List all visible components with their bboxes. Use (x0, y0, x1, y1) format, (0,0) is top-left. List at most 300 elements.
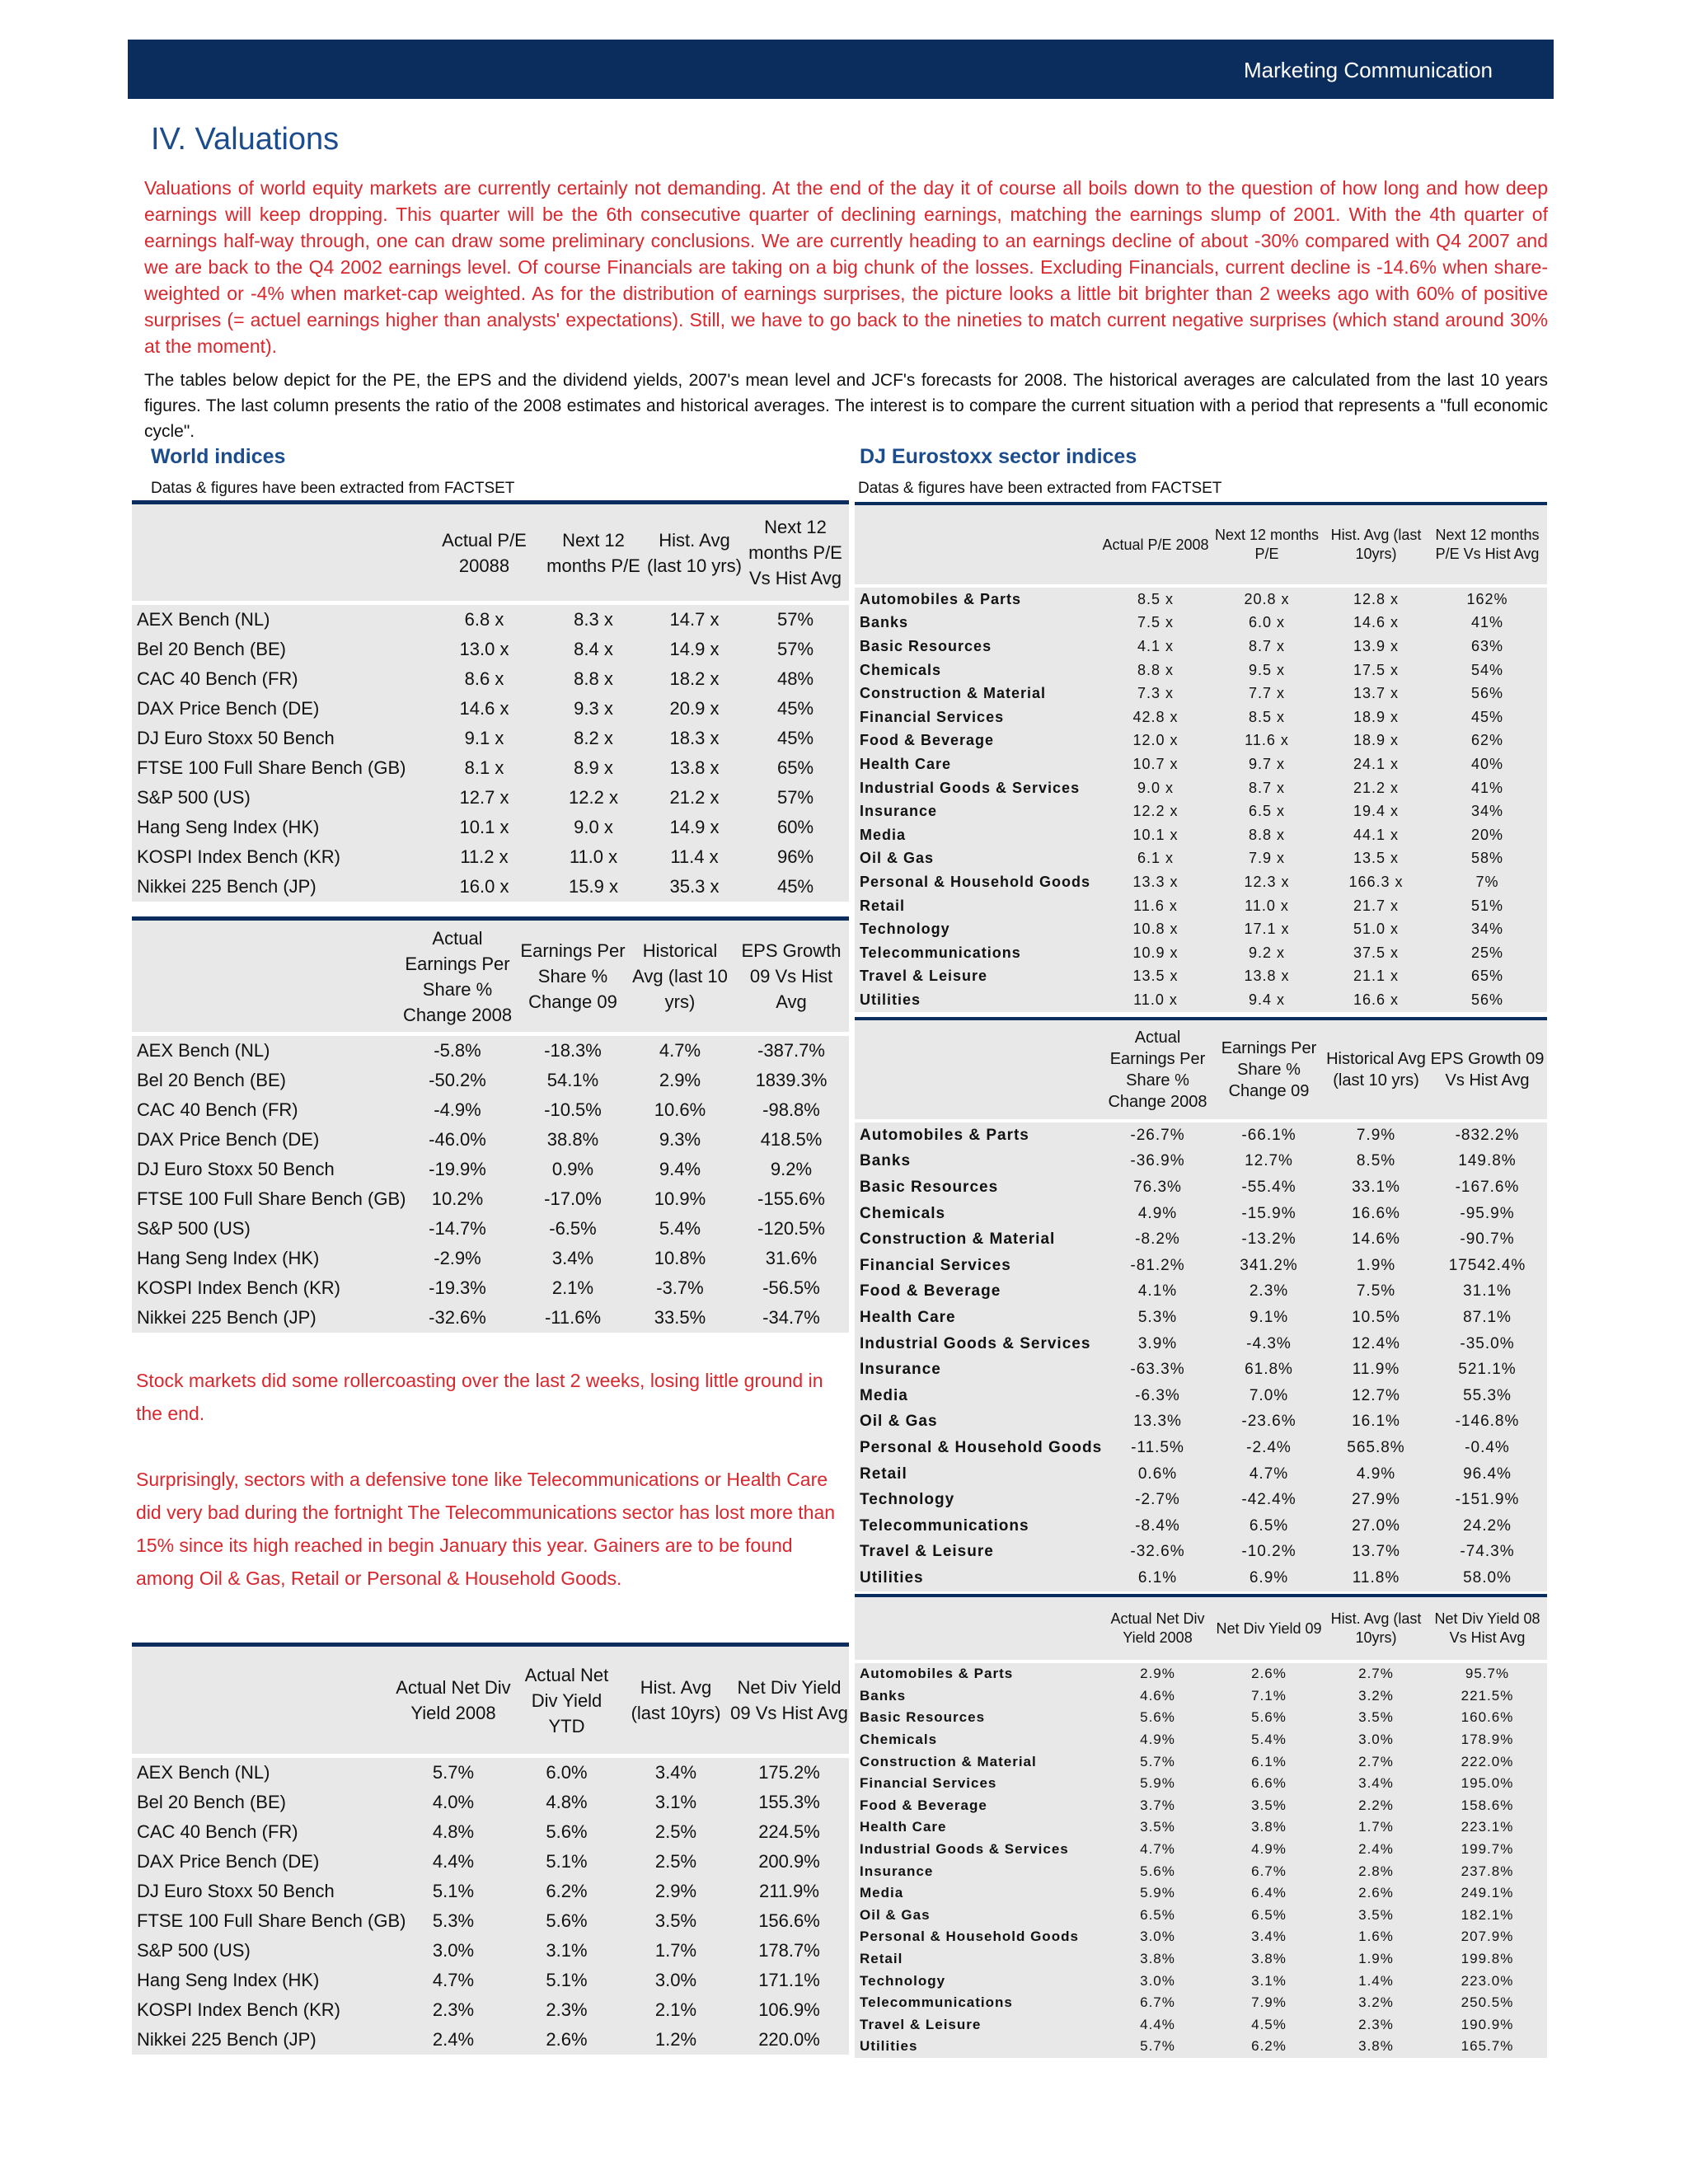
row-label: Chemicals (860, 1204, 946, 1222)
cell-value: 16.0 x (459, 876, 509, 897)
cell-value: 3.7% (1140, 1797, 1175, 1813)
row-label: Nikkei 225 Bench (JP) (137, 2029, 316, 2050)
table-row (132, 635, 849, 664)
cell-value: 11.0 x (569, 846, 618, 867)
cell-value: 5.7% (432, 1762, 475, 1783)
cell-value: 5.6% (1251, 1709, 1287, 1726)
cell-value: 9.2 x (1248, 944, 1286, 961)
cell-value: 45% (776, 876, 814, 897)
cell-value: 1.9% (1358, 1951, 1394, 1967)
cell-value: 40% (1470, 755, 1504, 772)
table-row (132, 664, 849, 694)
row-label: Basic Resources (860, 1178, 999, 1196)
row-label: Utilities (860, 1568, 924, 1586)
table-row (855, 1970, 1547, 1992)
cell-value: 4.1 x (1137, 637, 1175, 654)
cell-value: 175.2% (758, 1762, 820, 1783)
cell-value: -0.4% (1465, 1438, 1510, 1456)
cell-value: 41% (1470, 614, 1504, 631)
cell-value: 8.7 x (1248, 779, 1286, 796)
cell-value: 6.7% (1251, 1863, 1287, 1879)
row-label: Hang Seng Index (HK) (137, 817, 320, 837)
cell-value: 0.9% (551, 1159, 594, 1179)
cell-value: 24.2% (1463, 1516, 1512, 1535)
cell-value: 8.1 x (464, 757, 504, 778)
row-label: Automobiles & Parts (860, 590, 1022, 607)
cell-value: 57% (776, 787, 814, 808)
table-row (855, 1305, 1547, 1331)
cell-value: 1.7% (1358, 1819, 1394, 1835)
row-label: Insurance (860, 1863, 934, 1879)
row-label: S&P 500 (US) (137, 787, 251, 808)
table-row (855, 1201, 1547, 1227)
cell-value: 9.4% (659, 1159, 701, 1179)
cell-value: 14.6 x (459, 698, 509, 719)
cell-value: 178.7% (758, 1940, 820, 1961)
cell-value: 6.5% (1251, 1906, 1287, 1923)
cell-value: 3.2% (1358, 1994, 1394, 2011)
column-header: Actual Net Div Yield 2008 (396, 1677, 511, 1723)
cell-value: 6.7% (1140, 1994, 1175, 2011)
cell-value: 2.9% (659, 1070, 701, 1090)
cell-value: 2.7% (1358, 1753, 1394, 1769)
cell-value: 2.5% (654, 1851, 697, 1872)
cell-value: 7.3 x (1137, 685, 1175, 702)
cell-value: 521.1% (1458, 1361, 1517, 1379)
row-label: Chemicals (860, 661, 942, 678)
cell-value: 63% (1470, 637, 1504, 654)
row-label: Hang Seng Index (HK) (137, 1970, 320, 1990)
cell-value: -10.5% (544, 1099, 602, 1120)
cell-value: 58.0% (1463, 1568, 1512, 1586)
row-label: CAC 40 Bench (FR) (137, 668, 298, 689)
table-row (855, 776, 1547, 800)
world-div-table (132, 1643, 849, 2055)
cell-value: 14.6 x (1353, 614, 1400, 631)
cell-value: 6.0 x (1248, 614, 1286, 631)
header-blank-cell (855, 1596, 1102, 1661)
row-label: Oil & Gas (860, 850, 935, 867)
cell-value: 3.8% (1140, 1951, 1175, 1967)
cell-value: 48% (776, 668, 814, 689)
table-row (132, 1184, 849, 1214)
cell-value: -8.2% (1135, 1230, 1180, 1249)
world-source-note: Datas & figures have been extracted from FACTSET (151, 480, 515, 497)
cell-value: -832.2% (1455, 1126, 1520, 1144)
cell-value: 171.1% (758, 1970, 820, 1990)
cell-value: 16.1% (1352, 1413, 1400, 1431)
table-row (132, 1125, 849, 1155)
table-row (855, 1882, 1547, 1905)
cell-value: 3.0% (654, 1970, 697, 1990)
cell-value: 3.4% (654, 1762, 697, 1783)
table-row (132, 1273, 849, 1303)
cell-value: 12.2 x (1132, 803, 1179, 820)
cell-value: 33.1% (1352, 1178, 1400, 1196)
cell-value: -11.5% (1131, 1438, 1184, 1456)
cell-value: 11.6 x (1245, 732, 1289, 749)
cell-value: -34.7% (762, 1307, 820, 1328)
column-header: Next 12 months P/E (546, 529, 640, 576)
table-row (855, 1149, 1547, 1175)
row-label: KOSPI Index Bench (KR) (137, 846, 340, 867)
cell-value: 87.1% (1463, 1308, 1512, 1326)
table-row (855, 1685, 1547, 1708)
column-header: EPS Growth 09 Vs Hist Avg (741, 940, 842, 1012)
cell-value: 12.3 x (1244, 873, 1290, 890)
cell-value: -18.3% (544, 1040, 602, 1061)
cell-value: 9.1% (1249, 1308, 1289, 1326)
cell-value: 4.7% (1140, 1841, 1175, 1858)
table-row (855, 729, 1547, 753)
cell-value: 223.1% (1461, 1819, 1514, 1835)
cell-value: 2.4% (1358, 1841, 1394, 1858)
cell-value: 10.7 x (1132, 755, 1179, 772)
table-row (855, 870, 1547, 894)
cell-value: 8.8 x (1137, 661, 1175, 678)
cell-value: 12.7% (1245, 1152, 1293, 1170)
cell-value: 224.5% (758, 1821, 820, 1842)
table-row (855, 1905, 1547, 1927)
cell-value: 45% (1470, 708, 1504, 725)
sector-eps-table (855, 1017, 1547, 1591)
table-row (855, 1279, 1547, 1305)
cell-value: 62% (1470, 732, 1504, 749)
cell-value: 11.4 x (670, 846, 719, 867)
cell-value: 3.5% (1140, 1819, 1175, 1835)
cell-value: 10.5% (1352, 1308, 1400, 1326)
row-label: Financial Services (860, 708, 1005, 725)
row-label: Financial Services (860, 1775, 997, 1792)
row-label: Nikkei 225 Bench (JP) (137, 1307, 316, 1328)
cell-value: 211.9% (759, 1881, 819, 1901)
table-row (855, 847, 1547, 871)
cell-value: -14.7% (429, 1218, 486, 1239)
table-row (855, 2014, 1547, 2036)
cell-value: 10.1 x (459, 817, 509, 837)
cell-value: -2.9% (434, 1248, 481, 1268)
cell-value: -2.4% (1246, 1438, 1292, 1456)
market-commentary (136, 1364, 837, 1628)
cell-value: 4.7% (432, 1970, 475, 1990)
table-row (855, 1540, 1547, 1566)
cell-value: 12.7 x (459, 787, 509, 808)
row-label: Industrial Goods & Services (860, 1841, 1069, 1858)
row-label: Hang Seng Index (HK) (137, 1248, 320, 1268)
cell-value: 13.3% (1133, 1413, 1182, 1431)
cell-value: 51.0 x (1353, 921, 1400, 938)
world-indices-title: World indices (151, 445, 286, 468)
cell-value: 2.6% (1251, 1666, 1287, 1682)
row-label: Oil & Gas (860, 1413, 938, 1431)
row-label: FTSE 100 Full Share Bench (GB) (137, 1188, 406, 1209)
cell-value: 34% (1470, 921, 1504, 938)
table-row (855, 1409, 1547, 1436)
world-eps-table (132, 916, 849, 1333)
table-row (855, 1461, 1547, 1488)
cell-value: 55.3% (1463, 1386, 1512, 1404)
column-header: Actual Earnings Per Share % Change 2008 (1108, 1029, 1207, 1111)
cell-value: -5.8% (434, 1040, 481, 1061)
row-label: Banks (860, 614, 909, 631)
cell-value: 14.6% (1352, 1230, 1400, 1249)
table-row (855, 682, 1547, 705)
table-row (855, 586, 1547, 612)
cell-value: 5.6% (1140, 1863, 1175, 1879)
cell-value: 5.3% (1137, 1308, 1178, 1326)
cell-value: 31.1% (1463, 1282, 1512, 1301)
table-row (132, 1303, 849, 1333)
table-row (132, 753, 849, 783)
intro-paragraph: The tables below depict for the PE, the EPS and the dividend yields, 2007's mean level and JCF's forecasts for 2008. The historical averages are calculated from the last 10 years figures. The last column presents the ratio of the 2008 estimates and historical averages. The interest is to compare the current situation with a period that represents a "full economic cycle". (144, 371, 1548, 441)
row-label: Travel & Leisure (860, 968, 988, 985)
table-row (132, 1906, 849, 1936)
column-header: Actual Net Div Yield 2008 (1110, 1610, 1205, 1646)
header-banner (128, 40, 1554, 99)
cell-value: 6.1% (1251, 1753, 1287, 1769)
cell-value: 16.6% (1352, 1204, 1400, 1222)
cell-value: -42.4% (1241, 1491, 1296, 1509)
cell-value: 2.1% (551, 1277, 594, 1298)
cell-value: 8.5 x (1248, 708, 1286, 725)
cell-value: -46.0% (429, 1129, 486, 1150)
column-header: Earnings Per Share % Change 09 (1221, 1039, 1317, 1100)
table-row (855, 1226, 1547, 1253)
table-row (855, 1661, 1547, 1685)
table-row (855, 1948, 1547, 1971)
cell-value: 95.7% (1465, 1666, 1510, 1682)
cell-value: -19.9% (429, 1159, 486, 1179)
row-label: Bel 20 Bench (BE) (137, 1070, 286, 1090)
cell-value: 6.2% (1251, 2038, 1287, 2055)
cell-value: 2.8% (1358, 1863, 1394, 1879)
cell-value: 37.5 x (1353, 944, 1400, 961)
cell-value: 3.1% (1251, 1972, 1287, 1989)
row-label: Media (860, 1386, 908, 1404)
column-header: EPS Growth 09 Vs Hist Avg (1430, 1050, 1545, 1090)
cell-value: -35.0% (1460, 1334, 1515, 1352)
table-row (855, 1357, 1547, 1383)
row-label: Health Care (860, 755, 952, 772)
cell-value: 35.3 x (669, 876, 720, 897)
cell-value: 76.3% (1133, 1178, 1182, 1196)
column-header: Actual Net Div Yield YTD (524, 1664, 609, 1736)
header-blank-cell (132, 503, 429, 603)
cell-value: 1.2% (654, 2029, 697, 2050)
table-row (855, 1707, 1547, 1729)
cell-value: 13.0 x (459, 639, 509, 659)
cell-value: 11.8% (1352, 1568, 1400, 1586)
row-label: Utilities (860, 991, 921, 1008)
cell-value: 5.4% (659, 1218, 701, 1239)
cell-value: 2.3% (1358, 2016, 1394, 2032)
cell-value: 9.4 x (1248, 991, 1286, 1008)
cell-value: 5.3% (432, 1910, 475, 1931)
row-label: Health Care (860, 1308, 956, 1326)
cell-value: 6.9% (1249, 1568, 1289, 1586)
cell-value: 418.5% (760, 1129, 823, 1150)
sector-div-table (855, 1594, 1547, 2058)
row-label: Automobiles & Parts (860, 1666, 1014, 1682)
cell-value: 160.6% (1461, 1709, 1514, 1726)
table-row (855, 917, 1547, 941)
cell-value: 21.2 x (1353, 779, 1400, 796)
table-row (855, 1992, 1547, 2014)
cell-value: 7.9% (1251, 1994, 1287, 2011)
row-label: Oil & Gas (860, 1906, 931, 1923)
cell-value: 4.0% (432, 1792, 475, 1812)
column-header: Earnings Per Share % Change 09 (520, 940, 626, 1012)
cell-value: 27.0% (1352, 1516, 1400, 1535)
table-row (132, 1214, 849, 1244)
header-blank-cell (855, 1019, 1102, 1121)
column-header: Next 12 months P/E Vs Hist Avg (748, 517, 842, 588)
cell-value: 9.3% (659, 1129, 701, 1150)
table-row (132, 694, 849, 724)
cell-value: 165.7% (1461, 2038, 1514, 2055)
cell-value: 8.3 x (574, 609, 613, 630)
cell-value: -120.5% (757, 1218, 825, 1239)
cell-value: 56% (1470, 685, 1504, 702)
table-row (132, 1756, 849, 1788)
table-row (855, 1383, 1547, 1409)
cell-value: 11.9% (1352, 1361, 1400, 1379)
cell-value: 3.8% (1251, 1819, 1287, 1835)
row-label: AEX Bench (NL) (137, 1762, 270, 1783)
cell-value: 2.1% (654, 1999, 697, 2020)
column-header: Next 12 months P/E Vs Hist Avg (1435, 527, 1540, 562)
cell-value: 223.0% (1461, 1972, 1514, 1989)
table-row (855, 1816, 1547, 1839)
cell-value: -11.6% (544, 1307, 602, 1328)
row-label: Bel 20 Bench (BE) (137, 639, 286, 659)
cell-value: 182.1% (1461, 1906, 1514, 1923)
header-label: Marketing Communication (1243, 58, 1493, 82)
cell-value: 4.8% (432, 1821, 475, 1842)
cell-value: 6.8 x (464, 609, 504, 630)
cell-value: 4.1% (1137, 1282, 1178, 1301)
column-header: Actual Earnings Per Share % Change 2008 (402, 927, 513, 1025)
cell-value: -26.7% (1130, 1126, 1185, 1144)
row-label: Industrial Goods & Services (860, 779, 1081, 796)
cell-value: -32.6% (1130, 1543, 1185, 1561)
row-label: Technology (860, 1972, 946, 1989)
cell-value: 13.7 x (1353, 685, 1400, 702)
row-label: Basic Resources (860, 1709, 986, 1726)
column-header: Historical Avg (last 10 yrs) (632, 940, 728, 1012)
column-header: Net Div Yield 09 (1216, 1619, 1322, 1637)
cell-value: 16.6 x (1353, 991, 1400, 1008)
row-label: Insurance (860, 1361, 941, 1379)
cell-value: 19.4 x (1353, 803, 1400, 820)
row-label: S&P 500 (US) (137, 1218, 251, 1239)
cell-value: 3.5% (1358, 1906, 1394, 1923)
cell-value: 15.9 x (569, 876, 618, 897)
cell-value: 237.8% (1461, 1863, 1514, 1879)
cell-value: 17.5 x (1353, 661, 1400, 678)
cell-value: 3.4% (1358, 1775, 1394, 1792)
cell-value: 11.0 x (1133, 991, 1178, 1008)
cell-value: 2.9% (654, 1881, 697, 1901)
table-row (855, 799, 1547, 823)
cell-value: 14.9 x (669, 817, 720, 837)
cell-value: 13.5 x (1132, 968, 1179, 985)
cell-value: 38.8% (546, 1129, 599, 1150)
table-row (855, 1331, 1547, 1357)
row-label: Media (860, 826, 907, 843)
cell-value: 7.5 x (1137, 614, 1175, 631)
cell-value: 3.0% (1140, 1972, 1175, 1989)
row-label: Utilities (860, 2038, 918, 2055)
row-label: DAX Price Bench (DE) (137, 1129, 320, 1150)
cell-value: 166.3 x (1348, 873, 1404, 890)
row-label: Automobiles & Parts (860, 1126, 1029, 1144)
cell-value: -2.7% (1135, 1491, 1180, 1509)
cell-value: 9.0 x (574, 817, 613, 837)
cell-value: 10.1 x (1132, 826, 1179, 843)
row-label: DJ Euro Stoxx 50 Bench (137, 1159, 335, 1179)
cell-value: 199.8% (1461, 1951, 1514, 1967)
cell-value: 7.5% (1356, 1282, 1396, 1301)
cell-value: 13.3 x (1132, 873, 1179, 890)
cell-value: 156.6% (758, 1910, 820, 1931)
table-row (855, 705, 1547, 729)
cell-value: 5.7% (1140, 1753, 1175, 1769)
cell-value: 20.8 x (1244, 590, 1290, 607)
cell-value: -6.5% (549, 1218, 597, 1239)
row-label: DAX Price Bench (DE) (137, 698, 320, 719)
row-label: Telecommunications (860, 1516, 1029, 1535)
cell-value: 2.6% (546, 2029, 588, 2050)
table-row (855, 1121, 1547, 1149)
cell-value: 6.5% (1140, 1906, 1175, 1923)
cell-value: 4.4% (1140, 2016, 1175, 2032)
cell-value: 3.2% (1358, 1687, 1394, 1704)
cell-value: 220.0% (758, 2029, 820, 2050)
cell-value: -55.4% (1241, 1178, 1296, 1196)
row-label: Construction & Material (860, 685, 1047, 702)
cell-value: 149.8% (1458, 1152, 1517, 1170)
cell-value: 18.2 x (669, 668, 720, 689)
cell-value: 5.7% (1140, 2038, 1175, 2055)
cell-value: 6.4% (1251, 1885, 1287, 1901)
cell-value: 18.9 x (1353, 732, 1400, 749)
cell-value: 7.9 x (1248, 850, 1286, 867)
row-label: Bel 20 Bench (BE) (137, 1792, 286, 1812)
cell-value: 6.5% (1249, 1516, 1289, 1535)
cell-value: 56% (1470, 991, 1504, 1008)
cell-value: 341.2% (1240, 1256, 1298, 1274)
cell-value: 65% (1470, 968, 1504, 985)
cell-value: 11.0 x (1245, 897, 1289, 914)
cell-value: 21.1 x (1353, 968, 1400, 985)
row-label: Retail (860, 897, 906, 914)
cell-value: 190.9% (1461, 2016, 1514, 2032)
cell-value: 4.9% (1137, 1204, 1178, 1222)
cell-value: 3.9% (1137, 1334, 1178, 1352)
cell-value: 13.9 x (1353, 637, 1400, 654)
table-row (132, 1936, 849, 1966)
cell-value: 5.9% (1140, 1775, 1175, 1792)
cell-value: 13.8 x (1244, 968, 1290, 985)
cell-value: 7.1% (1251, 1687, 1287, 1704)
row-label: Technology (860, 1491, 955, 1509)
row-label: Retail (860, 1465, 907, 1483)
cell-value: 3.0% (432, 1940, 475, 1961)
cell-value: -17.0% (544, 1188, 602, 1209)
world-pe-table (132, 500, 849, 902)
row-label: Personal & Household Goods (860, 1438, 1103, 1456)
